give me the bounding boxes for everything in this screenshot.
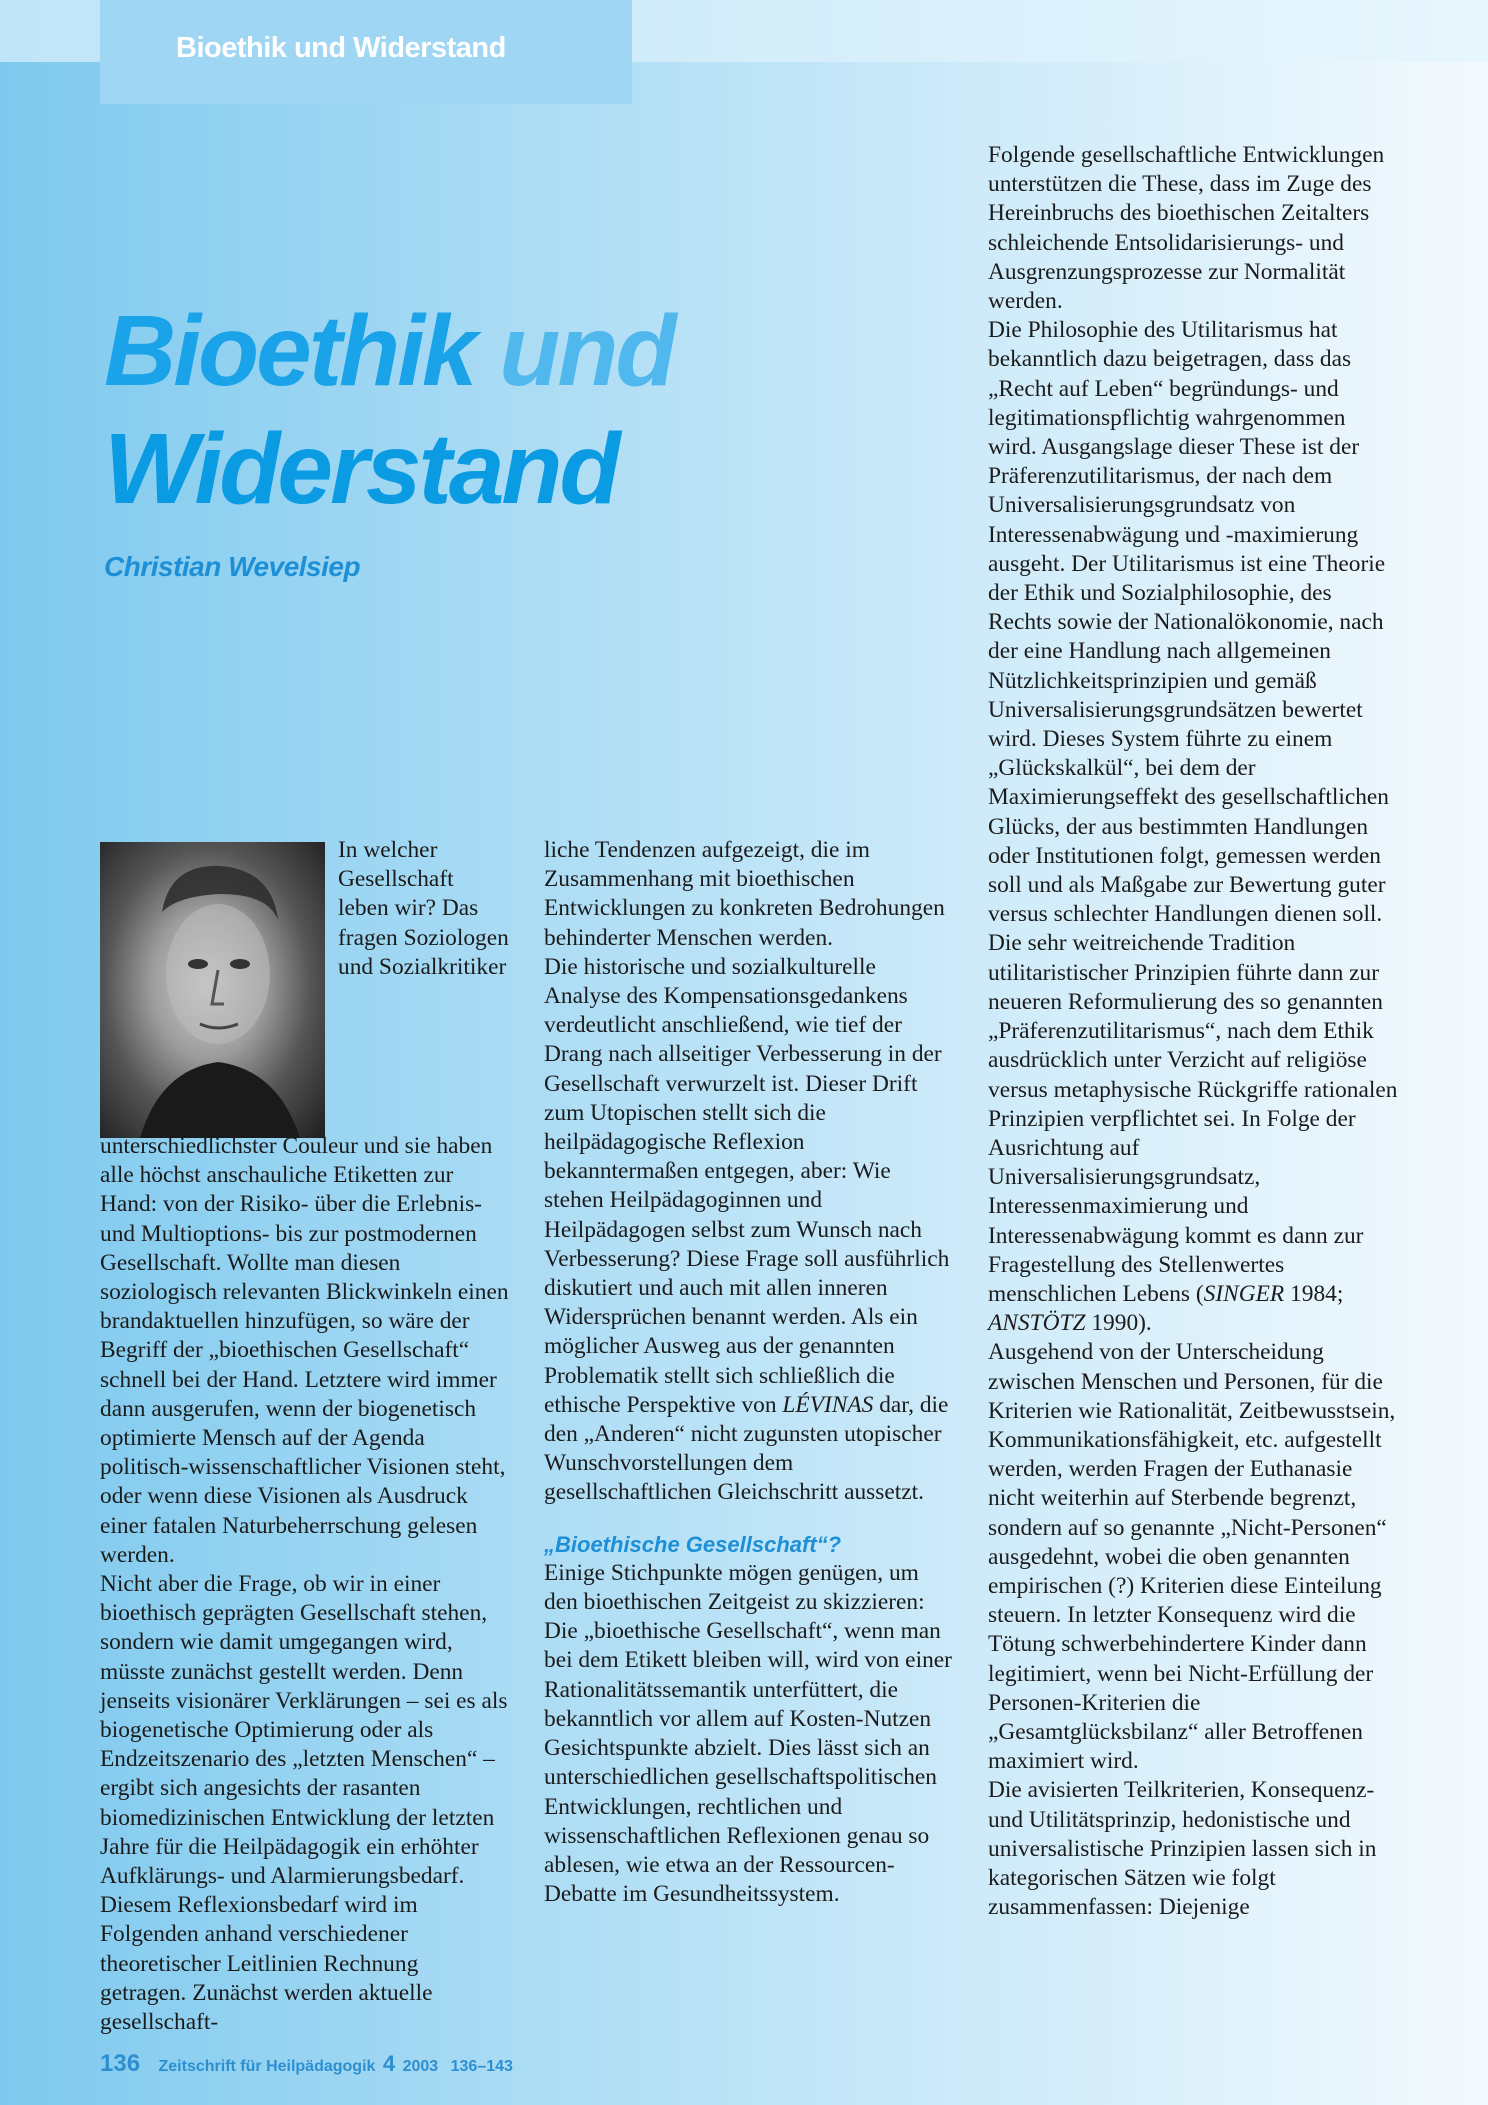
column-3: [988, 141, 1398, 1922]
author-name: Christian Wevelsiep: [104, 551, 361, 582]
paragraph: In welcher Gesellschaft leben wir? Das fragen Soziologen und Sozialkritiker unterschiedlichster Couleur und sie haben alle höchst anschauliche Etiketten zur Hand: von der Risiko- über die Erlebnis- und Multioptions- bis zur postmodernen Gesellschaft. Wollte man diesen soziologisch relevanten Blickwinkeln einen brandaktuellen hinzufügen, so wäre der Begriff der „bioethischen Gesellschaft“ schnell bei der Hand. Letztere wird immer dann ausgerufen, wenn der biogenetisch optimierte Mensch auf der Agenda politisch-wissenschaftlicher Visionen steht, oder wenn diese Visionen als Ausdruck einer fatalen Naturbeherrschung gelesen werden.: [100, 837, 509, 1568]
paragraph: Nicht aber die Frage, ob wir in einer bioethisch geprägten Gesellschaft stehen, sondern wie damit umgegangen wird, müsste zunächst gestellt werden. Denn jenseits visionärer Verklärungen – sei es als biogenetische Optimierung oder als Endzeitszenario des „letzten Menschen“ – ergibt sich angesichts der rasanten biomedizinischen Entwicklung der letzten Jahre für die Heilpädagogik ein erhöhter Aufklärungs- und Alarmierungsbedarf.: [100, 1571, 508, 1890]
text-run: 1984;: [1284, 1280, 1344, 1307]
photo-float-spacer: [100, 836, 338, 1132]
paragraph: Einige Stichpunkte mögen genügen, um den bioethischen Zeitgeist zu skizzieren:: [544, 1559, 925, 1616]
section-header: [100, 0, 632, 104]
paragraph: Die „bioethische Gesellschaft“, wenn man bei dem Etikett bleiben will, wird von einer Rationalitätssemantik unterfüttert, die bekanntlich vor allem auf Kosten-Nutzen Gesichtspunkte abzielt. Dies lässt sich an unterschiedlichen gesellschaftspolitischen Entwicklungen, rechtlichen und wissenschaftlichen Reflexionen genau so ablesen, wie etwa an der Ressourcen-Debatte im Gesundheitssystem.: [544, 1618, 952, 1908]
text-run: dar, die den „Anderen“ nicht zugunsten utopischer Wunschvorstellungen dem gesellschaftlichen Gleichschritt aussetzt.: [544, 1391, 949, 1506]
paragraph: Diesem Reflexionsbedarf wird im Folgenden anhand verschiedener theoretischer Leitlinien Rechnung getragen. Zunächst werden aktuelle gesellschaft-: [100, 1892, 433, 2036]
section-heading: „Bioethische Gesellschaft“?: [544, 1531, 842, 1557]
article-title: [104, 292, 674, 528]
paragraph: liche Tendenzen aufgezeigt, die im Zusammenhang mit bioethischen Entwicklungen zu konkreten Bedrohungen behinderter Menschen werden.: [544, 837, 945, 951]
column-1: [100, 836, 510, 2037]
paragraph: Folgende gesellschaftliche Entwicklungen unterstützen die These, dass im Zuge des Hereinbruchs des bioethischen Zeitalters schleichende Entsolidarisierungs- und Ausgrenzungsprozesse zur Normalität werden.: [988, 142, 1385, 315]
paragraph: [544, 953, 954, 1508]
citation-levinas: LÉVINAS: [782, 1391, 874, 1418]
column-2: [544, 836, 954, 1909]
paragraph: [988, 929, 1398, 1338]
text-run: Die historische und sozialkulturelle Analyse des Kompensationsgedankens verdeutlicht anschließend, wie tief der Drang nach allseitiger Verbesserung in der Gesellschaft verwurzelt ist. Dieser Drift zum Utopischen stellt sich die heilpädagogische Reflexion bekanntermaßen entgegen, aber: Wie stehen Heilpädagoginnen und Heilpädagogen selbst zum Wunsch nach Verbesserung? Diese Frage soll ausführlich diskutiert und auch mit allen inneren Widersprüchen benannt werden. Als ein möglicher Ausweg aus der genannten Problematik stellt sich schließlich die ethische Perspektive von: [544, 953, 950, 1418]
journal-name: Zeitschrift für Heilpädagogik: [158, 2058, 376, 2075]
title-word-und: und: [499, 295, 674, 407]
paragraph: Die Philosophie des Utilitarismus hat bekanntlich dazu beigetragen, dass das „Recht auf Leben“ begründungs- und legitimationspflichtig wahrgenommen wird. Ausgangslage dieser These ist der Präferenzutilitarismus, der nach dem Universalisierungsgrundsatz von Interessenabwägung und -maximierung ausgeht. Der Utilitarismus ist eine Theorie der Ethik und Sozialphilosophie, des Rechts sowie der Nationalökonomie, nach der eine Handlung nach allgemeinen Nützlichkeitsprinzipien und gemäß Universalisierungsgrundsätzen bewertet wird. Dieses System führte zu einem „Glückskalkül“, bei dem der Maximierungseffekt des gesellschaftlichen Glücks, der aus bestimmten Handlungen oder Institutionen folgt, gemessen werden soll und als Maßgabe zur Bewertung guter versus schlechter Handlungen dienen soll.: [988, 317, 1389, 928]
citation-singer: SINGER: [1203, 1280, 1285, 1307]
page-number: 136: [100, 2050, 141, 2077]
title-word-bioethik: Bioethik: [104, 295, 475, 407]
paragraph: Die avisierten Teilkriterien, Konsequenz- und Utilitätsprinzip, hedonistische und universalistische Prinzipien lassen sich in kategorischen Sätzen wie folgt zusammenfassen: Diejenige: [988, 1777, 1377, 1921]
issue-number: 4: [382, 2051, 396, 2076]
text-run: Die sehr weitreichende Tradition utilitaristischer Prinzipien führte dann zur neueren Reformulierung des so genannten „Präferenzutilitarismus“, nach dem Ethik ausdrücklich unter Verzicht auf religiöse versus metaphysische Rückgriffe rationalen Prinzipien verpflichtet sei. In Folge der Ausrichtung auf Universalisierungsgrundsatz, Interessenmaximierung und Interessenabwägung kommt es dann zur Fragestellung des Stellenwertes menschlichen Lebens (: [988, 930, 1398, 1307]
citation-anstoetz: ANSTÖTZ: [988, 1310, 1086, 1337]
title-word-widerstand: Widerstand: [104, 413, 618, 525]
section-label: Bioethik und Widerstand: [176, 32, 506, 64]
text-run: 1990).: [1085, 1310, 1152, 1337]
page-footer: [100, 2050, 513, 2078]
issue-year: 2003: [402, 2058, 439, 2075]
paragraph: Ausgehend von der Unterscheidung zwischen Menschen und Personen, für die Kriterien wie Rationalität, Zeitbewusstsein, Kommunikationsfähigkeit, etc. aufgestellt werden, werden Fragen der Euthanasie nicht weiterhin auf Sterbende begrenzt, sondern auf so genannte „Nicht-Personen“ ausgedehnt, wobei die oben genannten empirischen (?) Kriterien diese Einteilung steuern. In letzter Konsequenz wird die Tötung schwerbehindertere Kinder dann legitimiert, wenn bei Nicht-Erfüllung der Personen-Kriterien die „Gesamtglücksbilanz“ aller Betroffenen maximiert wird.: [988, 1339, 1396, 1775]
page-range: 136–143: [450, 2058, 513, 2075]
